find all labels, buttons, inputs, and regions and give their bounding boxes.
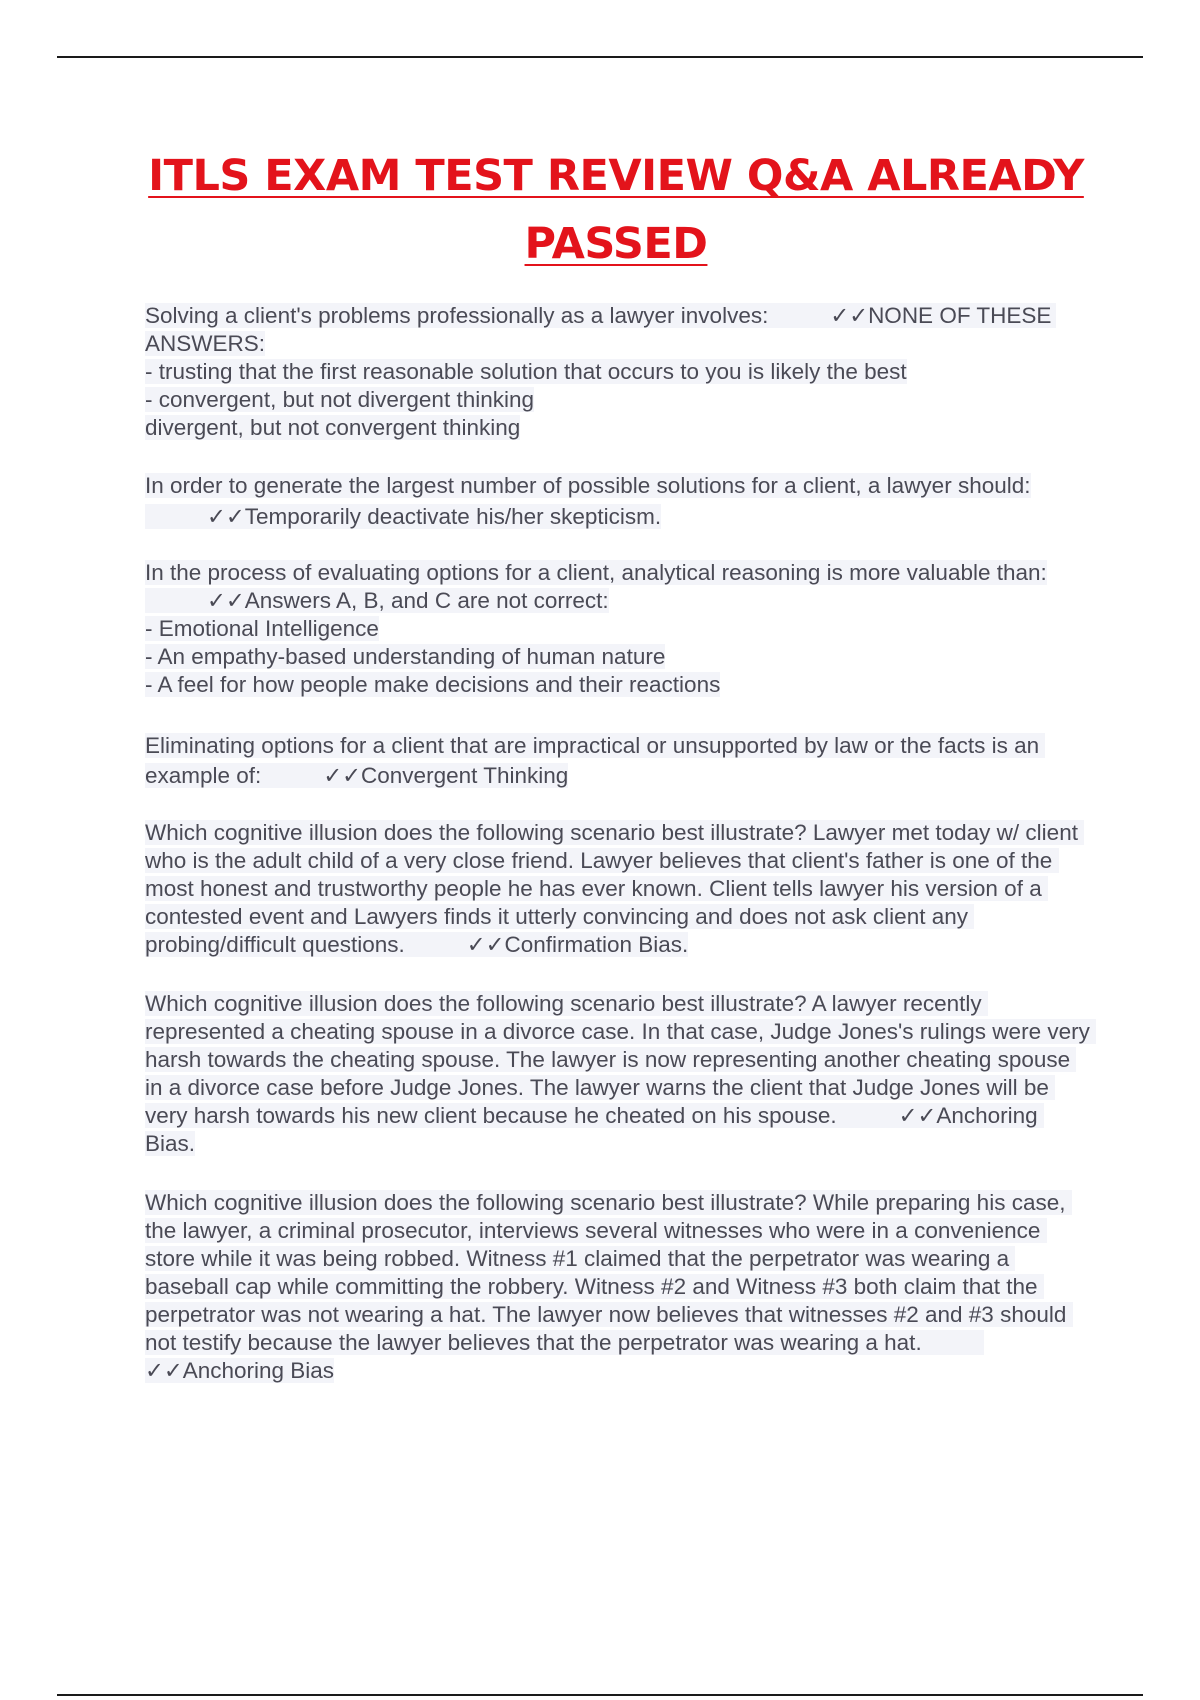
check-mark: ✓✓: [323, 763, 362, 788]
answer-text: Anchoring Bias: [182, 1358, 335, 1383]
option-line: divergent, but not convergent thinking: [145, 415, 521, 440]
option-line: - Emotional Intelligence: [145, 616, 379, 641]
check-mark: ✓✓: [898, 1103, 937, 1128]
answer-text: Temporarily deactivate his/her skepticism.: [244, 504, 662, 529]
footer-rule: [57, 1694, 1143, 1696]
question-text: Which cognitive illusion does the following scenario best illustrate? Lawyer met today w/ client who is the adult child of a very close friend. Lawyer believes that client's father is one of the most honest and trustworthy people he has ever known. Client tells lawyer his version of a contested event and Lawyers finds it utterly convincing and does not ask client any probing/difficult questions.: [145, 820, 1085, 957]
title-line-1: ITLS EXAM TEST REVIEW Q&A ALREADY: [148, 151, 1084, 201]
check-mark: ✓✓: [145, 1358, 183, 1383]
title-line-2: PASSED: [524, 219, 708, 269]
check-mark: ✓✓: [466, 932, 505, 957]
answer-text: Convergent Thinking: [361, 763, 569, 788]
option-line: - convergent, but not divergent thinking: [145, 387, 534, 412]
qa-item-1: [145, 302, 1090, 442]
option-line: - A feel for how people make decisions and their reactions: [145, 672, 721, 697]
question-text: Which cognitive illusion does the following scenario best illustrate? A lawyer recently represented a cheating spouse in a divorce case. In that case, Judge Jones's rulings were very harsh towards the cheating spouse. The lawyer is now representing another cheating spouse in a divorce case before Judge Jones. The lawyer warns the client that Judge Jones will be very harsh towards his new client because he cheated on his spouse.: [145, 991, 1097, 1128]
qa-item-2: [145, 470, 1090, 532]
answer-text: NONE OF THESE ANSWERS:: [145, 303, 1057, 356]
qa-item-3: [145, 559, 1090, 699]
qa-item-6: [145, 990, 1097, 1158]
answer-text: Anchoring Bias.: [145, 1103, 1044, 1156]
question-text: Solving a client's problems professionally as a lawyer involves:: [145, 303, 769, 328]
question-text: Which cognitive illusion does the following scenario best illustrate? While preparing his case, the lawyer, a criminal prosecutor, interviews several witnesses who were in a convenience store while it was being robbed. Witness #1 claimed that the perpetrator was wearing a baseball cap while committing the robbery. Witness #2 and Witness #3 both claim that the perpetrator was not wearing a hat. The lawyer now believes that witnesses #2 and #3 should not testify because the lawyer believes that the perpetrator was wearing a hat.: [145, 1190, 1073, 1355]
option-line: - An empathy-based understanding of human nature: [145, 644, 666, 669]
document-title: [0, 142, 1200, 278]
option-line: - trusting that the first reasonable solution that occurs to you is likely the best: [145, 359, 907, 384]
qa-item-5: [145, 819, 1090, 959]
check-mark: ✓✓: [207, 504, 245, 529]
qa-item-4: [145, 731, 1090, 791]
qa-item-7: [145, 1189, 1090, 1385]
answer-text: Answers A, B, and C are not correct:: [244, 588, 609, 613]
question-text: Eliminating options for a client that are impractical or unsupported by law or the facts is an example of:: [145, 733, 1046, 788]
question-text: In order to generate the largest number of possible solutions for a client, a lawyer should:: [145, 473, 1031, 498]
question-text: In the process of evaluating options for a client, analytical reasoning is more valuable than:: [145, 560, 1047, 585]
answer-text: Confirmation Bias.: [504, 932, 689, 957]
header-rule: [57, 56, 1143, 58]
check-mark: ✓✓: [830, 303, 869, 328]
check-mark: ✓✓: [207, 588, 245, 613]
